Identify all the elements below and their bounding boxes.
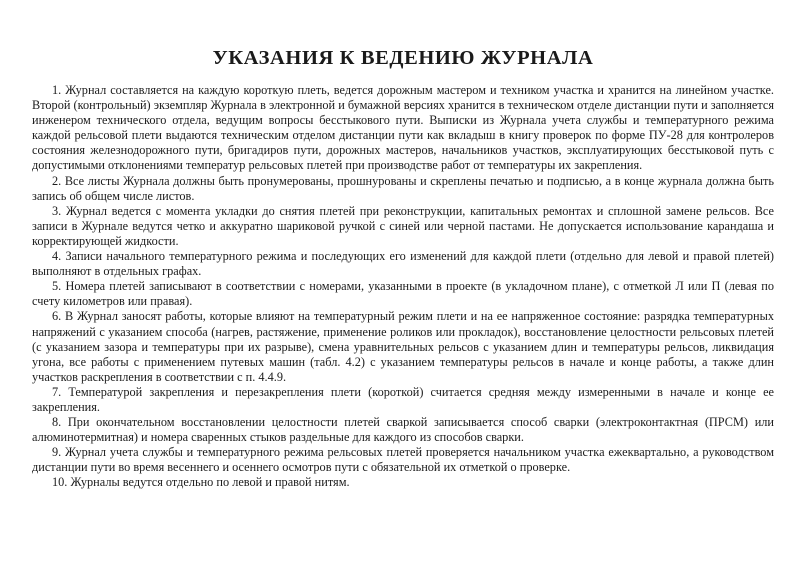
paragraph-text: Журналы ведутся отдельно по левой и правой нитям. [70,475,350,490]
paragraph-6 [32,309,774,384]
paragraph-text: При окончательном восстановлении целостности плетей сваркой записывается способ сварки (электроконтактная (ПРСМ) или алюминотермитная) и номера сваренных стыков раздельные для каждого из способов сварки. [32,415,774,445]
paragraph-number: 5. [52,279,62,294]
paragraph-1 [32,83,774,174]
paragraph-number: 9. [52,445,62,460]
paragraph-text: В Журнал заносят работы, которые влияют на температурный режим плети и на ее напряженное состояние: разрядка температурных напряжений с указанием способа (нагрев, растяжение, применение роликов или прокладок), восстановление целостности рельсовых плетей (с указанием зазора и температуры при их разрыве), смена уравнительных рельсов с указанием длин и температуры рельсов, ликвидация угона, все работы с применением путевых машин (табл. 4.2) с указанием температуры рельсов в начале и конце работы, а также длин участков раскрепления в соответствии с п. 4.4.9. [32,309,775,384]
paragraph-8 [32,415,774,445]
paragraph-number: 8. [52,415,62,430]
paragraph-text: Температурой закрепления и перезакрепления плети (короткой) считается средняя между измеренными в начале и конце ее закрепления. [32,384,775,414]
paragraph-number: 4. [52,249,62,264]
paragraph-number: 7. [52,384,62,399]
paragraph-text: Записи начального температурного режима и последующих его изменений для каждой плети (отдельно для левой и правой плетей) выполняют в отдельных графах. [32,249,774,279]
paragraph-text: Журнал учета службы и температурного режима рельсовых плетей проверяется начальником участка ежеквартально, а руководством дистанции пути во время весеннего и осеннего осмотров пути с обязательной их отметкой о проверке. [32,445,774,475]
paragraph-text: Журнал составляется на каждую короткую плеть, ведется дорожным мастером и техником участка и хранится на линейном участке. Второй (контрольный) экземпляр Журнала в электронной и бумажной версиях хранится в техническом отделе дистанции пути и заполняется инженером технического отдела, ведущим вопросы бесстыкового пути. Выписки из Журнала учета службы и температурного режима каждой рельсовой плети выдаются техническим отделом дистанции пути как вкладыш в книгу проверок по форме ПУ-28 для контролеров состояния железнодорожного пути, бригадиров пути, дорожных мастеров, начальников участков, эксплуатирующих бесстыковой путь с допустимыми отклонениями температур рельсовых плетей при производстве работ от температуры их закрепления. [32,83,774,173]
paragraph-number: 2. [52,173,62,188]
paragraph-5 [32,279,774,309]
paragraph-number: 6. [52,309,62,324]
paragraph-7 [32,385,774,415]
page-title: УКАЗАНИЯ К ВЕДЕНИЮ ЖУРНАЛА [212,47,594,69]
paragraph-text: Журнал ведется с момента укладки до снятия плетей при реконструкции, капитальных ремонтах и сплошной замене рельсов. Все записи в Журнале ведутся четко и аккуратно шариковой ручкой с синей или черной пастами. Не допускается использование карандаша и корректирующей жидкости. [32,203,774,248]
paragraph-text: Номера плетей записывают в соответствии с номерами, указанными в проекте (в укладочном плане), с отметкой Л или П (левая по счету километров или правая). [32,279,774,309]
paragraph-4 [32,249,774,279]
paragraph-number: 10. [52,475,68,490]
paragraph-number: 1. [52,83,62,97]
instructions-body [32,83,774,491]
document-page [32,0,774,567]
paragraph-2 [32,174,774,204]
paragraph-9 [32,445,774,475]
paragraph-10 [32,475,774,490]
paragraph-3 [32,204,774,249]
paragraph-number: 3. [52,203,62,218]
paragraph-text: Все листы Журнала должны быть пронумерованы, прошнурованы и скреплены печатью и подписью, а в конце журнала должна быть запись об общем числе листов. [32,173,774,203]
